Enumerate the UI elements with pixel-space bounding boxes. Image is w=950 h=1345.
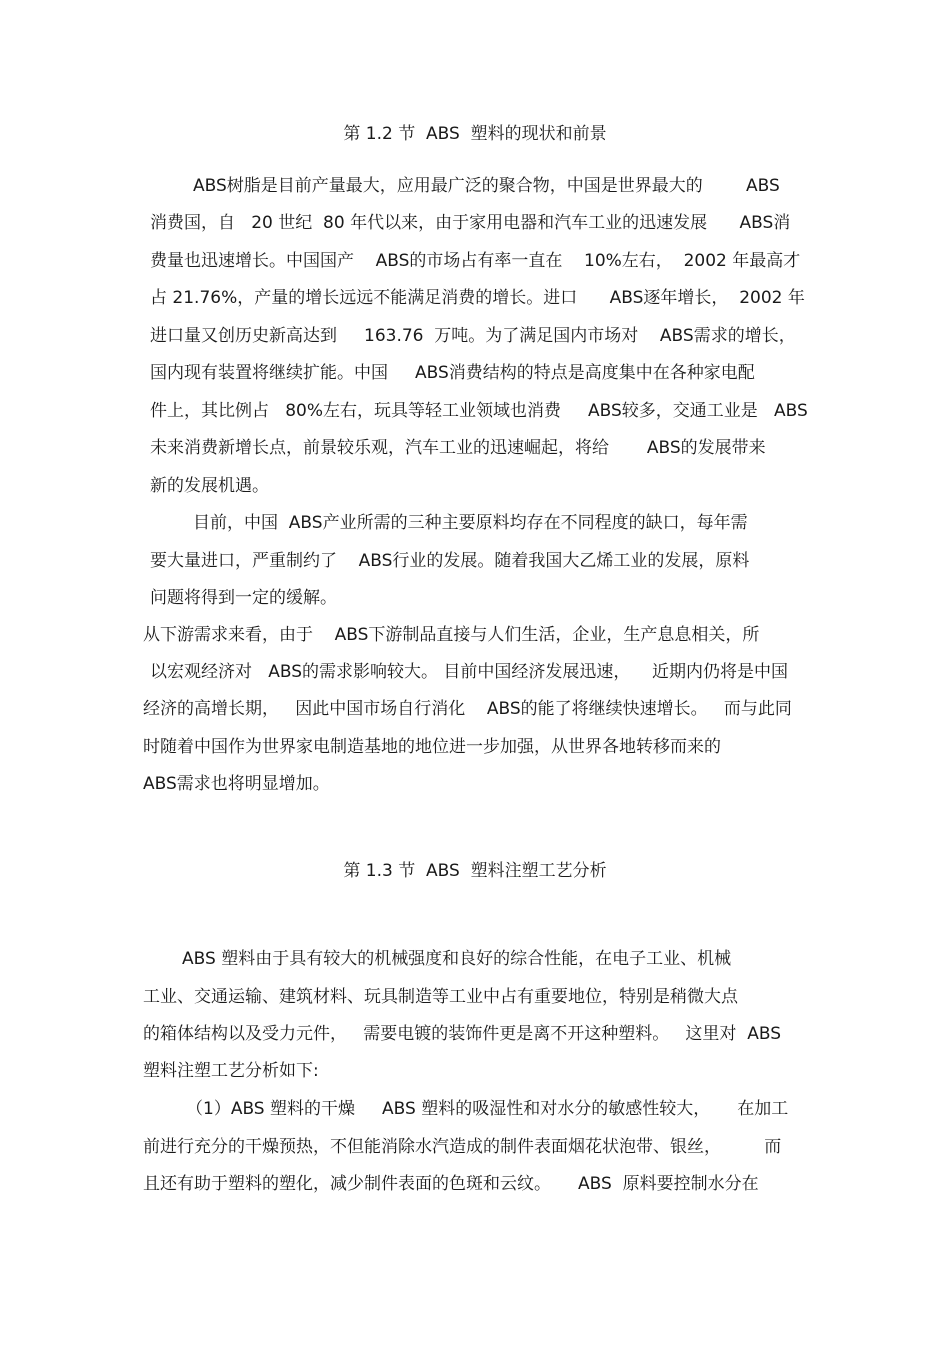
paragraph-line: 未来消费新增长点，前景较乐观，汽车工业的迅速崛起，将给 ABS的发展带来 xyxy=(150,438,766,458)
paragraph-line: ABS 塑料由于具有较大的机械强度和良好的综合性能，在电子工业、机械 xyxy=(182,949,732,969)
paragraph-line: 新的发展机遇。 xyxy=(150,476,269,496)
paragraph-line: 时随着中国作为世界家电制造基地的地位进一步加强，从世界各地转移而来的 xyxy=(143,737,721,757)
paragraph-line: 件上，其比例占 80%左右，玩具等轻工业领域也消费 ABS较多，交通工业是 ABS xyxy=(150,401,808,421)
section-heading-1-2: 第 1.2 节 ABS 塑料的现状和前景 xyxy=(343,124,607,144)
paragraph-line: （1）ABS 塑料的干燥 ABS 塑料的吸湿性和对水分的敏感性较大， 在加工 xyxy=(186,1099,789,1119)
section-heading-1-3: 第 1.3 节 ABS 塑料注塑工艺分析 xyxy=(343,861,607,881)
paragraph-line: 国内现有装置将继续扩能。中国 ABS消费结构的特点是高度集中在各种家电配 xyxy=(150,363,755,383)
paragraph-line: 的箱体结构以及受力元件， 需要电镀的装饰件更是离不开这种塑料。 这里对 ABS xyxy=(143,1024,782,1044)
paragraph-line: 费量也迅速增长。中国国产 ABS的市场占有率一直在 10%左右， 2002 年最高才 xyxy=(150,251,801,271)
paragraph-line: ABS需求也将明显增加。 xyxy=(143,774,330,794)
paragraph-line: 以宏观经济对 ABS的需求影响较大。 目前中国经济发展迅速， 近期内仍将是中国 xyxy=(150,662,789,682)
paragraph-line: 从下游需求来看，由于 ABS下游制品直接与人们生活，企业，生产息息相关，所 xyxy=(143,625,760,645)
paragraph-line: 且还有助于塑料的塑化，减少制件表面的色斑和云纹。 ABS 原料要控制水分在 xyxy=(143,1174,759,1194)
paragraph-line: 要大量进口，严重制约了 ABS行业的发展。随着我国大乙烯工业的发展，原料 xyxy=(150,551,750,571)
paragraph-line: 前进行充分的干燥预热，不但能消除水汽造成的制件表面烟花状泡带、银丝， 而 xyxy=(143,1137,782,1157)
paragraph-line: 问题将得到一定的缓解。 xyxy=(150,588,337,608)
paragraph-line: 进口量又创历史新高达到 163.76 万吨。为了满足国内市场对 ABS需求的增长， xyxy=(150,326,796,346)
paragraph-line: 经济的高增长期， 因此中国市场自行消化 ABS的能了将继续快速增长。 而与此同 xyxy=(143,699,792,719)
paragraph-line: 塑料注塑工艺分析如下: xyxy=(143,1061,319,1081)
paragraph-line: 消费国，自 20 世纪 80 年代以来，由于家用电器和汽车工业的迅速发展 ABS消 xyxy=(150,213,791,233)
paragraph-line: 工业、交通运输、建筑材料、玩具制造等工业中占有重要地位，特别是稍微大点 xyxy=(143,987,738,1007)
paragraph-line: 占 21.76%，产量的增长远远不能满足消费的增长。进口 ABS逐年增长， 2002 年 xyxy=(150,288,805,308)
paragraph-line: ABS树脂是目前产量最大，应用最广泛的聚合物，中国是世界最大的 ABS xyxy=(193,176,780,196)
paragraph-line: 目前，中国 ABS产业所需的三种主要原料均存在不同程度的缺口，每年需 xyxy=(193,513,748,533)
